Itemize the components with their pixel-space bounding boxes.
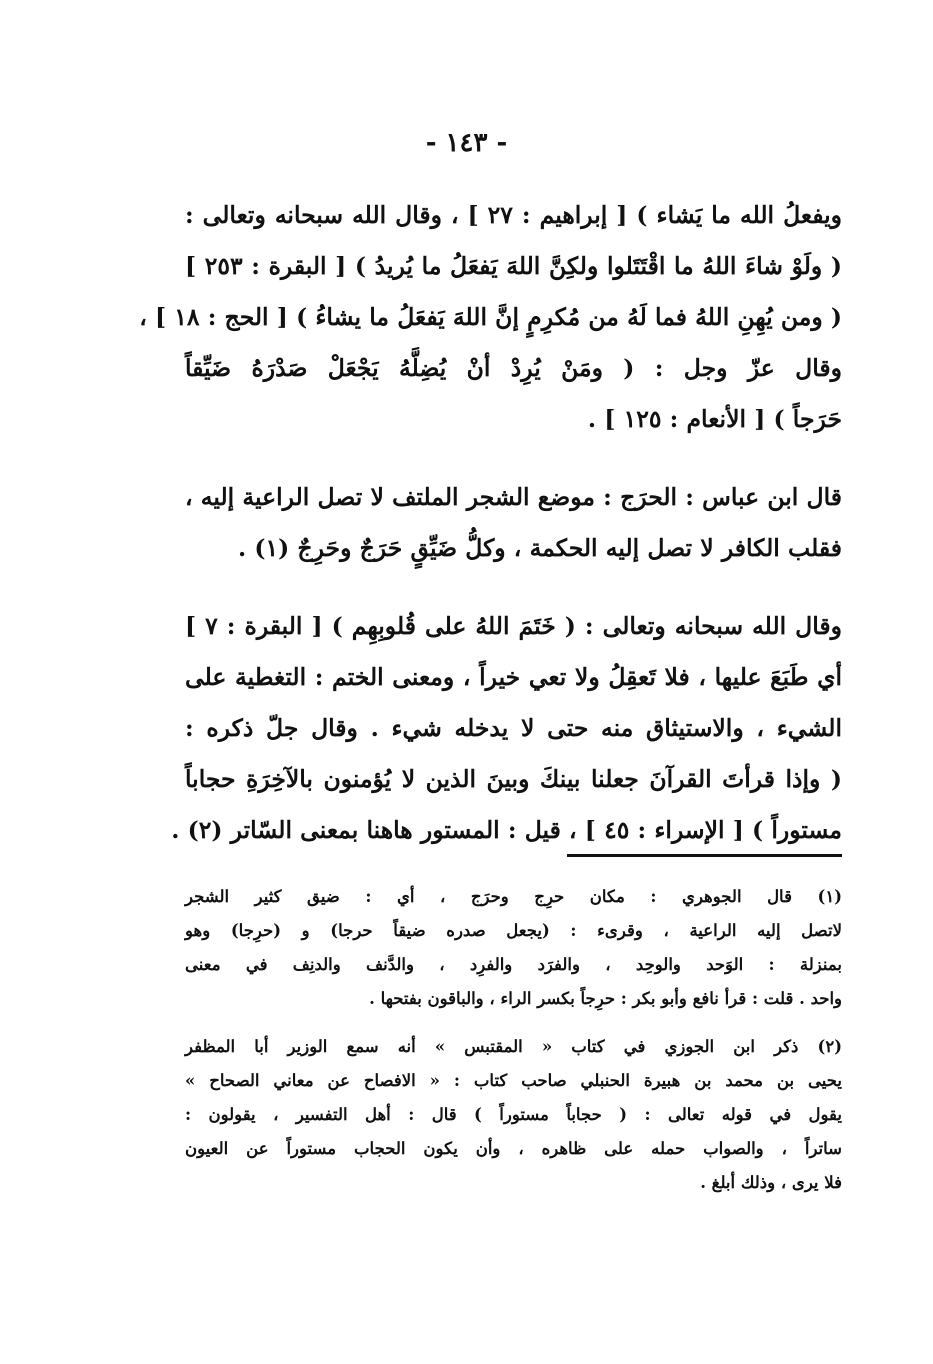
footnote-line: (٢) ذكر ابن الجوزي في كتاب « المقتبس » أنه سمع الوزير أبا المظفر (185, 1037, 842, 1056)
paragraph-3 (171, 601, 842, 856)
footnote-line: بمنزلة : الوَحد والوحِد ، والفرَد والفرِد ، والدَّنف والدنِف في معنى (185, 955, 842, 974)
footnote-line: فلا يرى ، وذلك أبلغ . (700, 1173, 842, 1192)
main-text (139, 190, 842, 883)
text-line: مستوراً ) [ الإسراء : ٤٥ ] ، قيل : المستور هاهنا بمعنى السّاتر (٢) . (171, 816, 842, 844)
footnote-separator (567, 854, 842, 857)
footnote-line: لاتصل إليه الراعية ، وقرىء : (يجعل صدره ضيقاً حرجا) و (حرِجا) وهو (185, 921, 842, 940)
footnote-line: (١) قال الجوهري : مكان حرِج وحرَج ، أي : ضيق كثير الشجر (185, 887, 842, 906)
footnote-line: يقول في قوله تعالى : ( حجاباً مستوراً ) قال : أهل التفسير ، يقولون : (185, 1105, 842, 1124)
footnote-line: واحد . قلت : قرأ نافع وأبو بكر : حرِجاً بكسر الراء ، والباقون بفتحها . (369, 989, 842, 1008)
text-line: الشيء ، والاستيثاق منه حتى لا يدخله شيء . وقال جلّ ذكره : (185, 714, 842, 742)
paragraph-2 (185, 472, 842, 574)
text-line: قال ابن عباس : الحرَج : موضع الشجر الملتف لا تصل الراعية إليه ، (185, 483, 842, 511)
paragraph-1 (139, 190, 842, 445)
text-line: ( ومن يُهِنِ اللهُ فما لَهُ من مُكرِمٍ إنَّ اللهَ يَفعَلُ ما يشاءُ ) [ الحج : ١٨ ] ، (139, 303, 842, 331)
text-line: ( وإذا قرأتَ القرآنَ جعلنا بينكَ وبينَ الذين لا يُؤمنون بالآخِرَةِ حجاباً (185, 765, 842, 793)
text-line: وقال عزّ وجل : ( ومَنْ يُرِدْ أنْ يُضِلَّهُ يَجْعَلْ صَدْرَهُ ضَيِّقاً (185, 354, 842, 382)
text-line: أي طَبَعَ عليها ، فلا تَعقِلُ ولا تعي خيراً ، ومعنى الختم : التغطية على (185, 663, 842, 691)
footnotes (185, 880, 842, 1214)
text-line: ( ولَوْ شاءَ اللهُ ما اقْتَتَلوا ولكِنَّ اللهَ يَفعَلُ ما يُريدُ ) [ البقرة : ٢٥٣ ] (185, 252, 842, 280)
footnote-line: ساتراً ، والصواب حمله على ظاهره ، وأن يكون الحجاب مستوراً عن العيون (185, 1139, 842, 1158)
footnote-1 (185, 880, 842, 1016)
page-number: - ١٤٣ - (425, 128, 508, 158)
text-line: وقال الله سبحانه وتعالى : ( خَتَمَ اللهُ على قُلوبِهِم ) [ البقرة : ٧ ] (185, 612, 842, 640)
text-line: حَرَجاً ) [ الأنعام : ١٢٥ ] . (587, 405, 842, 433)
text-line: فقلب الكافر لا تصل إليه الحكمة ، وكلُّ ضَيِّقٍ حَرَجٌ وحَرِجٌ (١) . (238, 534, 842, 562)
footnote-2 (185, 1030, 842, 1200)
text-line: ويفعلُ الله ما يَشاء ) [ إبراهيم : ٢٧ ] ، وقال الله سبحانه وتعالى : (185, 201, 842, 229)
footnote-line: يحيى بن محمد بن هبيرة الحنبلي صاحب كتاب : « الافصاح عن معاني الصحاح » (185, 1071, 842, 1090)
